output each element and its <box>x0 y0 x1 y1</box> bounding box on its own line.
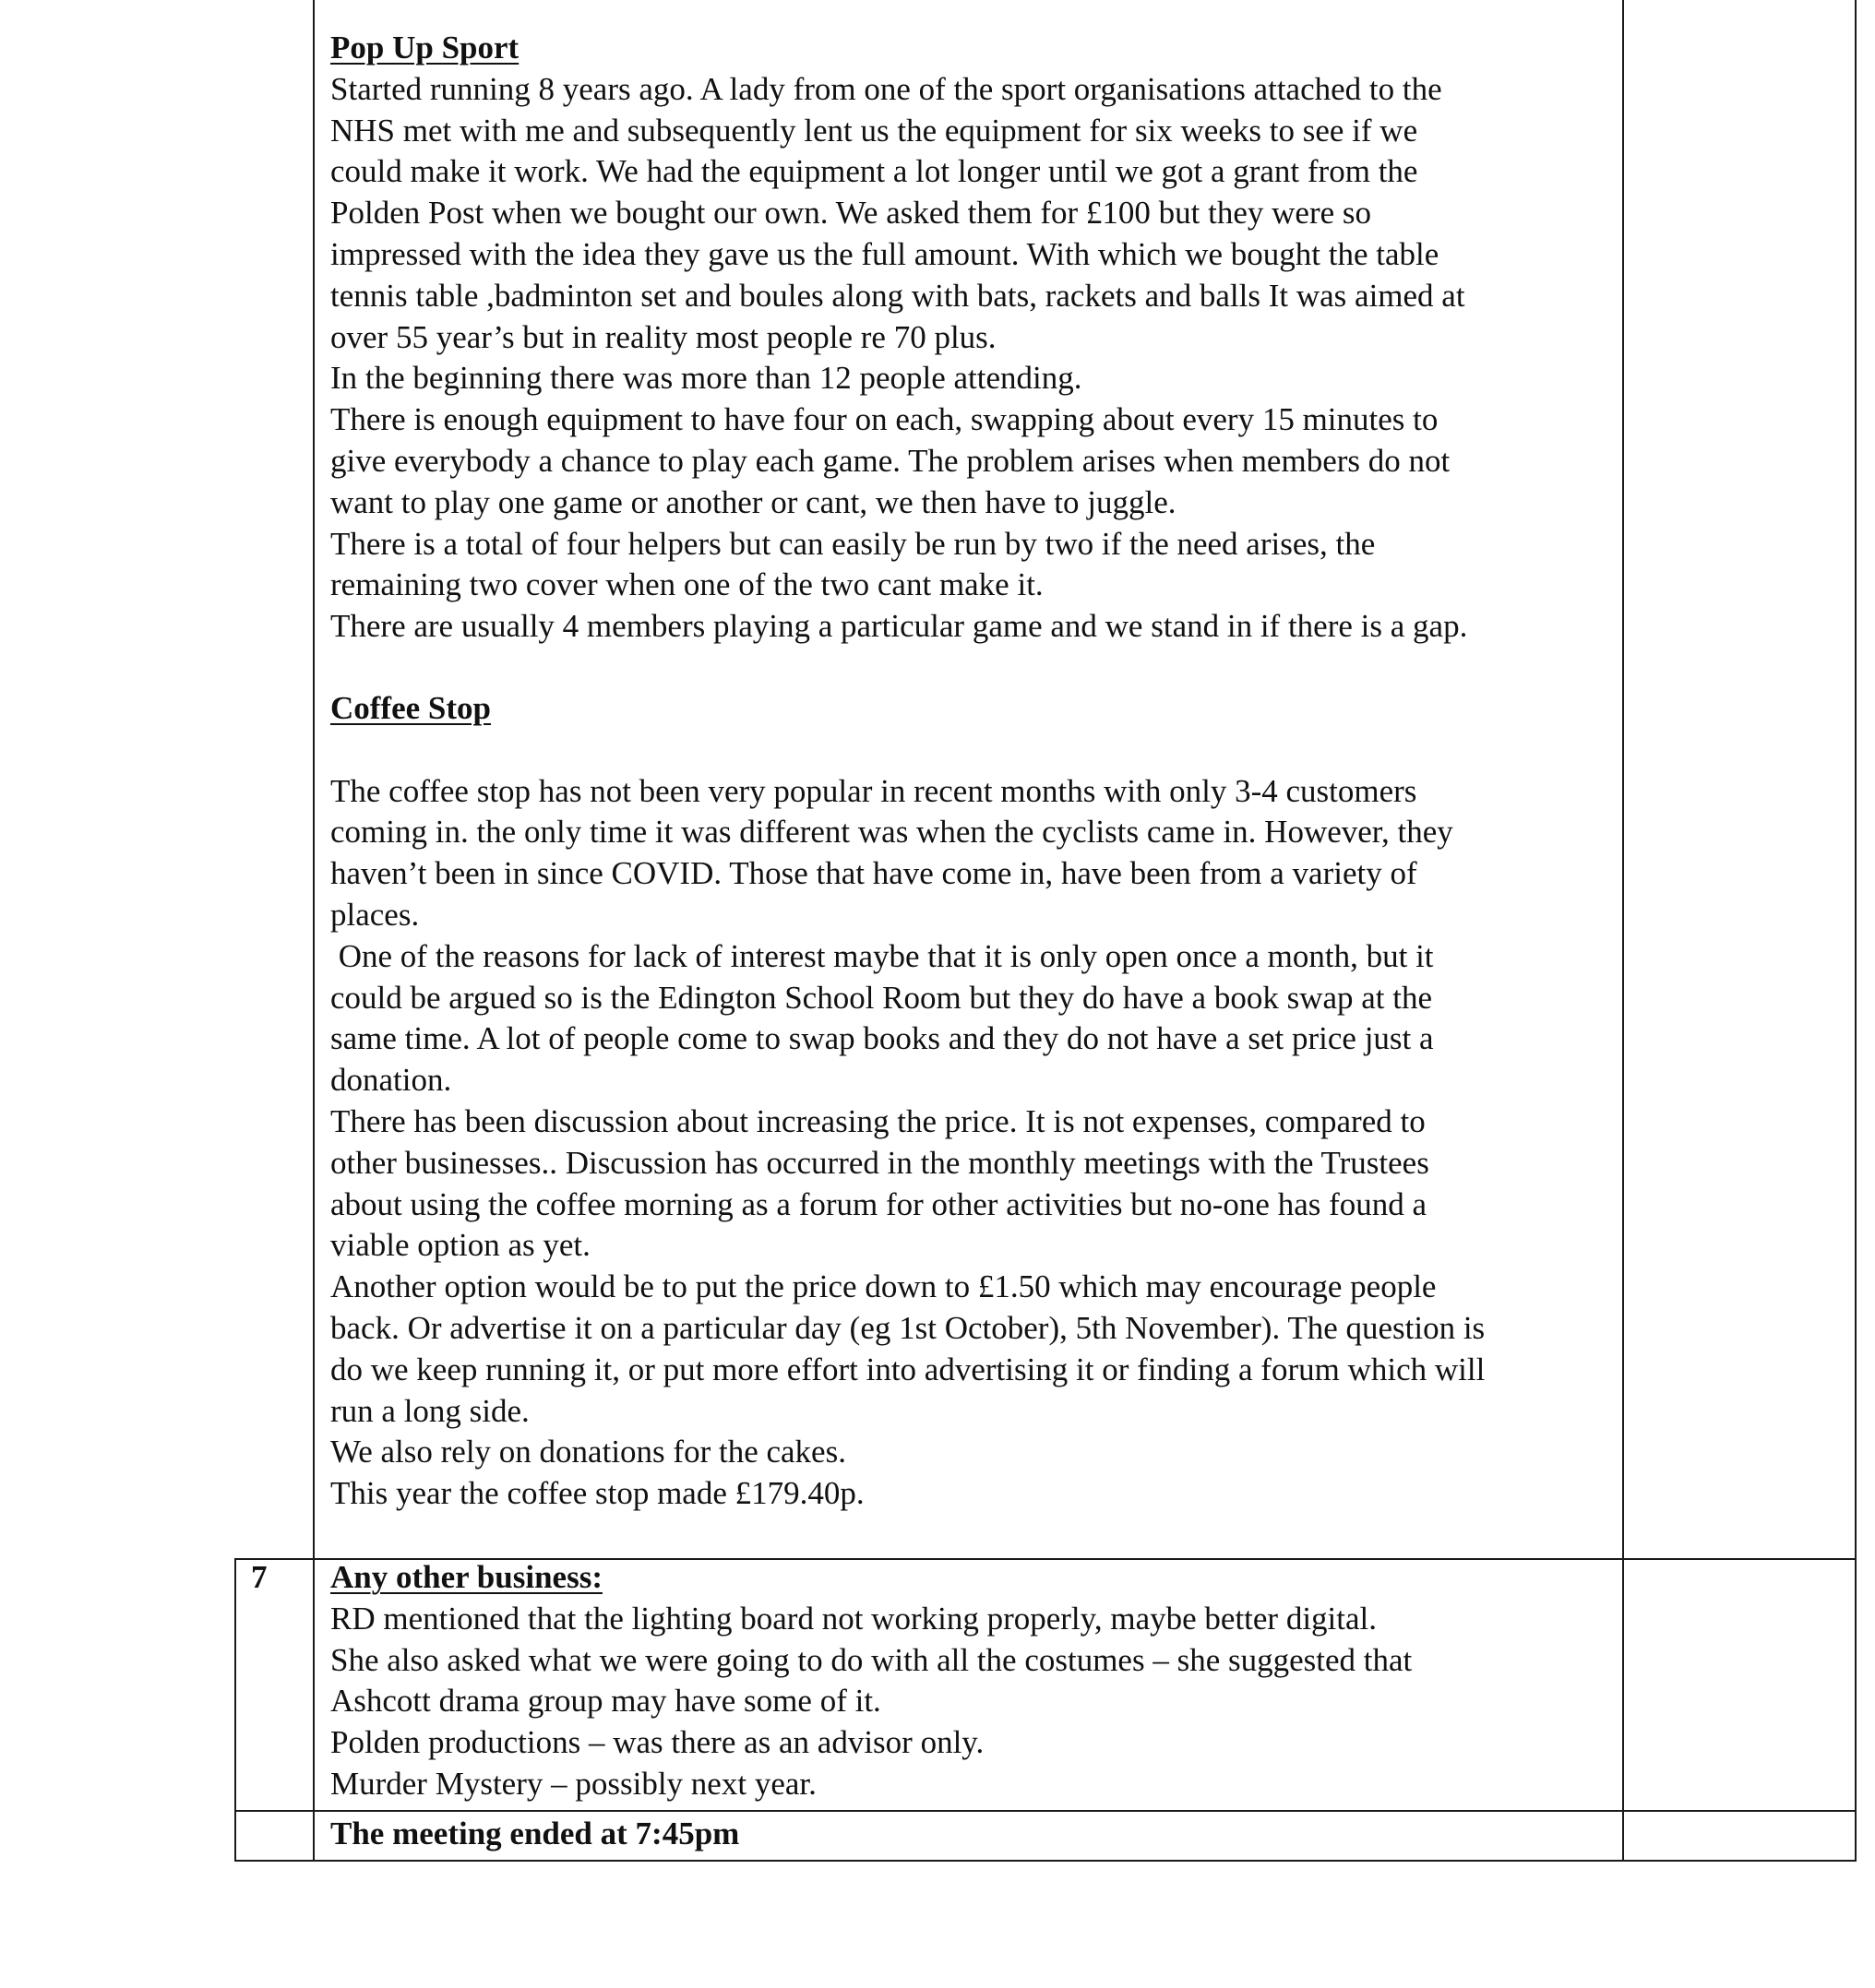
any-other-business-line: RD mentioned that the lighting board not working properly, maybe better digital. <box>330 1600 1378 1637</box>
pop-up-sport-line: over 55 year’s but in reality most people re 70 plus. <box>330 318 997 355</box>
pop-up-sport-line: tennis table ,badminton set and boules along with bats, rackets and balls It was aimed at <box>330 277 1465 314</box>
pop-up-sport-heading: Pop Up Sport <box>330 30 520 65</box>
coffee-stop-line: viable option as yet. <box>330 1227 591 1264</box>
coffee-stop-line: This year the coffee stop made £179.40p. <box>330 1475 865 1512</box>
row-separator-2 <box>234 1810 1857 1812</box>
coffee-stop-line: coming in. the only time it was different was when the cyclists came in. However, they <box>330 814 1453 851</box>
coffee-stop-line: haven’t been in since COVID. Those that have come in, have been from a variety of <box>330 855 1417 892</box>
pop-up-sport-line: give everybody a chance to play each game. The problem arises when members do not <box>330 442 1451 479</box>
pop-up-sport-section <box>330 28 1613 648</box>
coffee-stop-line: do we keep running it, or put more effort into advertising it or finding a forum which will <box>330 1351 1486 1387</box>
coffee-stop-line: There has been discussion about increasing the price. It is not expenses, compared to <box>330 1102 1426 1139</box>
table-border-bottom <box>234 1860 1857 1862</box>
coffee-stop-line: could be argued so is the Edington School Room but they do have a book swap at the <box>330 979 1433 1016</box>
coffee-stop-line: about using the coffee morning as a forum for other activities but no-one has found a <box>330 1185 1427 1222</box>
table-column-divider-1 <box>313 0 315 1862</box>
coffee-stop-line: One of the reasons for lack of interest maybe that it is only open once a month, but it <box>330 937 1434 974</box>
pop-up-sport-line: could make it work. We had the equipment a lot longer until we got a grant from the <box>330 153 1418 190</box>
pop-up-sport-line: There is enough equipment to have four on each, swapping about every 15 minutes to <box>330 401 1439 438</box>
pop-up-sport-line: impressed with the idea they gave us the full amount. With which we bought the table <box>330 235 1439 272</box>
pop-up-sport-line: want to play one game or another or cant, we then have to juggle. <box>330 483 1176 520</box>
any-other-business-section <box>330 1557 1613 1805</box>
any-other-business-line: Polden productions – was there as an advisor only. <box>330 1724 985 1761</box>
coffee-stop-section <box>330 688 1613 1515</box>
meeting-closing-line: The meeting ended at 7:45pm <box>330 1815 740 1851</box>
pop-up-sport-line: There are usually 4 members playing a particular game and we stand in if there is a gap. <box>330 608 1468 645</box>
coffee-stop-line: run a long side. <box>330 1392 530 1429</box>
coffee-stop-line: same time. A lot of people come to swap books and they do not have a set price just a <box>330 1020 1434 1057</box>
pop-up-sport-line: There is a total of four helpers but can easily be run by two if the need arises, the <box>330 525 1376 562</box>
coffee-stop-line: We also rely on donations for the cakes. <box>330 1434 846 1470</box>
agenda-item-number: 7 <box>251 1559 268 1595</box>
coffee-stop-line: places. <box>330 896 420 933</box>
pop-up-sport-line: Started running 8 years ago. A lady from one of the sport organisations attached to the <box>330 70 1442 107</box>
coffee-stop-line: donation. <box>330 1062 452 1099</box>
table-border-right <box>1855 0 1857 1862</box>
pop-up-sport-line: In the beginning there was more than 12 people attending. <box>330 360 1082 397</box>
any-other-business-line: She also asked what we were going to do with all the costumes – she suggested that <box>330 1641 1413 1678</box>
coffee-stop-line: back. Or advertise it on a particular day (eg 1st October), 5th November). The question is <box>330 1309 1486 1346</box>
pop-up-sport-line: NHS met with me and subsequently lent us the equipment for six weeks to see if we <box>330 112 1418 149</box>
coffee-stop-line: The coffee stop has not been very popular in recent months with only 3-4 customers <box>330 772 1417 809</box>
any-other-business-line: Ashcott drama group may have some of it. <box>330 1683 881 1720</box>
spacer <box>330 730 1613 771</box>
table-border-left <box>234 1559 236 1862</box>
coffee-stop-heading: Coffee Stop <box>330 690 491 726</box>
coffee-stop-line: Another option would be to put the price down to £1.50 which may encourage people <box>330 1268 1437 1305</box>
any-other-business-line: Murder Mystery – possibly next year. <box>330 1765 817 1802</box>
pop-up-sport-line: Polden Post when we bought our own. We asked them for £100 but they were so <box>330 195 1372 232</box>
any-other-business-heading: Any other business: <box>330 1559 603 1595</box>
pop-up-sport-line: remaining two cover when one of the two cant make it. <box>330 566 1044 603</box>
table-column-divider-2 <box>1622 0 1624 1862</box>
coffee-stop-line: other businesses.. Discussion has occurred in the monthly meetings with the Trustees <box>330 1144 1429 1181</box>
